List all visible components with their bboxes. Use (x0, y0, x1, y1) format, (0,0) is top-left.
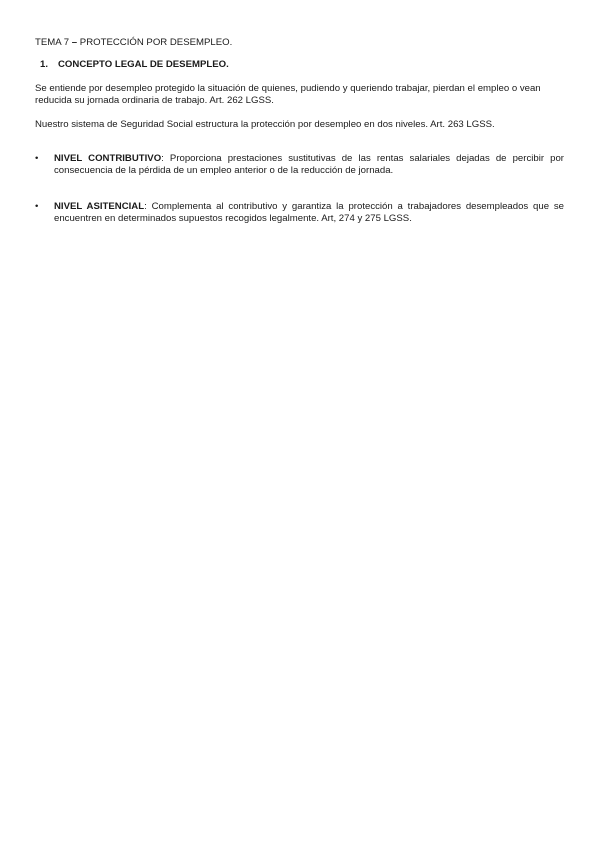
bullet-line (54, 153, 564, 165)
title-prefix: TEMA 7 (35, 37, 70, 48)
bullet-text-line2: consecuencia de la pérdida de un empleo anterior o de la reducción de jornada. (54, 165, 394, 176)
section-heading (40, 59, 229, 71)
paragraph-line: reducida su jornada ordinaria de trabajo. Art. 262 LGSS. (35, 95, 274, 106)
bullet-text-line1: : Proporciona prestaciones sustitutivas de las rentas salariales dejadas de percibir por (161, 153, 564, 164)
bullet-icon: • (35, 153, 39, 164)
bullet-text-line2: encuentren en determinados supuestos recogidos legalmente. Art, 274 y 275 LGSS. (54, 213, 412, 224)
section-number: 1. (40, 59, 49, 70)
bullet-label: NIVEL CONTRIBUTIVO (54, 153, 162, 164)
bullet-line (54, 201, 564, 213)
bullet-icon: • (35, 201, 39, 212)
paragraph-line: Nuestro sistema de Seguridad Social estructura la protección por desempleo en dos niveles. Art. 263 LGSS. (35, 119, 495, 130)
bullet-text (54, 201, 564, 225)
title-dash: – (69, 37, 80, 48)
paragraph-definition (35, 83, 565, 107)
bullet-text (54, 153, 564, 177)
paragraph-levels (35, 119, 565, 131)
bullet-label: NIVEL ASITENCIAL (54, 201, 145, 212)
bullet-text-line1: : Complementa al contributivo y garantiza la protección a trabajadores desempleados que se (144, 201, 565, 212)
section-title: CONCEPTO LEGAL DE DESEMPLEO. (58, 59, 229, 70)
title-rest: PROTECCIÓN POR DESEMPLEO. (79, 37, 233, 48)
document-title (35, 37, 232, 49)
paragraph-line: Se entiende por desempleo protegido la situación de quienes, pudiendo y queriendo trabajar, pierdan el empleo o vean (35, 83, 541, 94)
